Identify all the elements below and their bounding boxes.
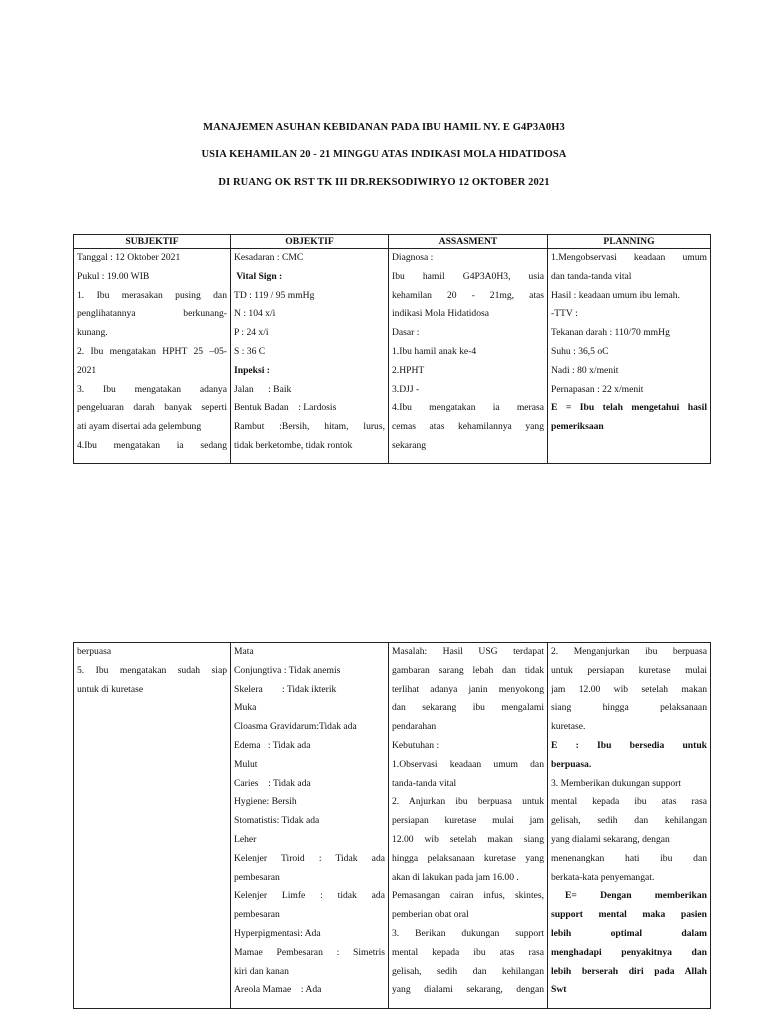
planning-line: menenangkan hati ibu dan (551, 852, 707, 864)
objektif-line: Edema : Tidak ada (234, 739, 311, 751)
objektif-line: Jalan : Baik (234, 383, 292, 395)
objektif-line: Cloasma Gravidarum:Tidak ada (234, 721, 357, 733)
objektif-line: Vital Sign : (234, 270, 283, 282)
assasment-line: 4.Ibu mengatakan ia merasa (392, 402, 544, 414)
objektif-line: pembesaran (234, 871, 280, 883)
assasment-line: 3. Berikan dukungan support (392, 927, 544, 939)
planning-evaluation-line: E= Dengan memberikan (565, 890, 707, 902)
assasment-line: 2. Anjurkan ibu berpuasa untuk (392, 796, 544, 808)
objektif-line: Stomatistis: Tidak ada (234, 815, 320, 827)
document-title-line1: MANAJEMEN ASUHAN KEBIDANAN PADA IBU HAMIL NY. E G4P3A0H3 (203, 122, 565, 133)
subjektif-line: Tanggal : 12 Oktober 2021 (77, 252, 181, 263)
subjektif-line: 2. Ibu mengatakan HPHT 25 –05- (77, 345, 227, 357)
subjektif-line: 4.Ibu mengatakan ia sedang (77, 439, 227, 450)
objektif-line: S : 36 C (234, 345, 266, 357)
planning-line: 2. Menganjurkan ibu berpuasa (551, 646, 707, 657)
planning-evaluation-line: berpuasa. (551, 758, 592, 770)
planning-line: Tekanan darah : 110/70 mmHg (551, 327, 670, 339)
objektif-line: Rambut :Bersih, hitam, lurus, (234, 421, 385, 433)
document-title-line3: DI RUANG OK RST TK III DR.REKSODIWIRYO 12 OKTOBER 2021 (218, 177, 550, 188)
assasment-line: pemberian obat oral (392, 909, 469, 921)
objektif-line: Kelenjer Tiroid : Tidak ada (234, 852, 385, 864)
objektif-line: P : 24 x/i (234, 327, 269, 339)
planning-line: kuretase. (551, 721, 586, 733)
subjektif-line: ati ayam disertai ada gelembung (77, 421, 202, 433)
assasment-line: Kebutuhan : (392, 739, 440, 751)
column-header-subjektif: SUBJEKTIF (74, 235, 231, 249)
objektif-line: Skelera : Tidak ikterik (234, 683, 337, 695)
objektif-line: Mata (234, 646, 254, 657)
table-header-row (74, 235, 711, 249)
objektif-line: Leher (234, 833, 257, 845)
assasment-line: 3.DJJ - (392, 383, 420, 395)
table-row (74, 249, 711, 464)
planning-evaluation-line: pemeriksaan (551, 421, 604, 433)
subjektif-line: berpuasa (77, 646, 112, 657)
objektif-line: Muka (234, 702, 257, 714)
planning-line: yang dialami sekarang, dengan (551, 833, 670, 845)
objektif-line: Inpeksi : (234, 364, 270, 376)
assasment-cell (389, 249, 548, 464)
planning-evaluation-line: menghadapi penyakitnya dan (551, 946, 707, 958)
subjektif-line: kunang. (77, 327, 108, 339)
table-row (74, 643, 711, 1009)
care-table-page1 (73, 234, 711, 464)
objektif-line: Kesadaran : CMC (234, 252, 304, 263)
planning-line: Suhu : 36,5 oC (551, 345, 609, 357)
assasment-line: akan di lakukan pada jam 16.00 . (392, 871, 519, 883)
objektif-cell (231, 643, 389, 1009)
objektif-line: Areola Mamae : Ada (234, 984, 322, 996)
planning-evaluation-line: Swt (551, 984, 567, 996)
assasment-line: yang dialami sekarang, dengan (392, 984, 544, 996)
assasment-line: Diagnosa : (392, 252, 434, 263)
planning-line: untuk persiapan kuretase mulai (551, 664, 707, 676)
objektif-line: tidak berketombe, tidak rontok (234, 439, 353, 451)
objektif-line: Caries : Tidak ada (234, 777, 311, 789)
objektif-line: Mulut (234, 758, 258, 770)
assasment-line: gelisah, sedih dan kehilangan (392, 965, 544, 977)
assasment-line: persiapan kuretase mulai jam (392, 815, 544, 827)
assasment-line: Dasar : (392, 327, 420, 339)
document-title-line2: USIA KEHAMILAN 20 - 21 MINGGU ATAS INDIKASI MOLA HIDATIDOSA (201, 149, 567, 160)
column-header-planning: PLANNING (548, 235, 711, 249)
column-header-assasment: ASSASMENT (389, 235, 548, 249)
assasment-line: dan sekarang ibu mengalami (392, 702, 544, 714)
assasment-line: 2.HPHT (392, 364, 425, 376)
planning-line: Nadi : 80 x/menit (551, 364, 619, 376)
assasment-line: sekarang (392, 439, 427, 451)
assasment-cell (389, 643, 548, 1009)
planning-line: 1.Mengobservasi keadaan umum (551, 252, 707, 263)
planning-evaluation-line: E = Ibu telah mengetahui hasil (551, 402, 707, 414)
objektif-line: kiri dan kanan (234, 965, 289, 977)
objektif-line: Mamae Pembesaran : Simetris (234, 946, 385, 958)
subjektif-cell (74, 249, 231, 464)
planning-cell (548, 249, 711, 464)
assasment-line: cemas atas kehamilannya yang (392, 421, 544, 433)
planning-line: dan tanda-tanda vital (551, 270, 632, 282)
assasment-line: mental kepada ibu atas rasa (392, 946, 544, 958)
care-table-page2 (73, 642, 711, 1009)
objektif-cell (231, 249, 389, 464)
planning-line: jam 12.00 wib setelah makan (551, 683, 707, 695)
assasment-line: pendarahan (392, 721, 437, 733)
subjektif-cell (74, 643, 231, 1009)
subjektif-line: 2021 (77, 364, 97, 376)
assasment-line: indikasi Mola Hidatidosa (392, 308, 489, 320)
objektif-line: Conjungtiva : Tidak anemis (234, 664, 341, 676)
column-header-objektif: OBJEKTIF (231, 235, 389, 249)
assasment-line: Masalah: Hasil USG terdapat (392, 646, 544, 657)
assasment-line: 1.Ibu hamil anak ke-4 (392, 345, 477, 357)
assasment-line: hingga pelaksanaan kuretase yang (392, 852, 544, 864)
subjektif-line: penglihatannya berkunang- (77, 308, 227, 320)
objektif-line: Bentuk Badan : Lardosis (234, 402, 337, 414)
planning-evaluation-line: lebih optimal dalam (551, 927, 707, 939)
assasment-line: kehamilan 20 - 21mg, atas (392, 289, 544, 301)
assasment-line: tanda-tanda vital (392, 777, 457, 789)
subjektif-line: 3. Ibu mengatakan adanya (77, 383, 227, 395)
subjektif-line: untuk di kuretase (77, 683, 144, 695)
planning-line: Hasil : keadaan umum ibu lemah. (551, 289, 680, 301)
objektif-line: Kelenjer Limfe : tidak ada (234, 890, 385, 902)
planning-line: 3. Memberikan dukungan support (551, 777, 682, 789)
objektif-line: Hygiene: Bersih (234, 796, 297, 808)
planning-line: -TTV : (551, 308, 578, 320)
planning-line: Pernapasan : 22 x/menit (551, 383, 644, 395)
assasment-line: Pemasangan cairan infus, skintes, (392, 890, 544, 902)
assasment-line: gambaran sarang lebah dan tidak (392, 664, 544, 676)
planning-line: mental kepada ibu atas rasa (551, 796, 707, 808)
objektif-line: N : 104 x/i (234, 308, 276, 320)
assasment-line: 12.00 wib setelah makan siang (392, 833, 544, 845)
assasment-line: terlihat adanya janin menyokong (392, 683, 544, 695)
objektif-line: Hyperpigmentasi: Ada (234, 927, 321, 939)
planning-line: berkata-kata penyemangat. (551, 871, 655, 883)
objektif-line: pembesaran (234, 909, 280, 921)
planning-line: gelisah, sedih dan kehilangan (551, 815, 707, 827)
planning-evaluation-line: E : Ibu bersedia untuk (551, 739, 707, 751)
subjektif-line: 5. Ibu mengatakan sudah siap (77, 664, 227, 676)
assasment-line: Ibu hamil G4P3A0H3, usia (392, 270, 544, 282)
assasment-line: 1.Observasi keadaan umum dan (392, 758, 544, 770)
planning-cell (548, 643, 711, 1009)
objektif-line: TD : 119 / 95 mmHg (234, 289, 315, 301)
subjektif-line: pengeluaran darah banyak seperti (77, 402, 227, 414)
planning-evaluation-line: support mental maka pasien (551, 909, 707, 921)
subjektif-line: Pukul : 19.00 WIB (77, 270, 150, 282)
planning-line: siang hingga pelaksanaan (551, 702, 707, 714)
subjektif-line: 1. Ibu merasakan pusing dan (77, 289, 227, 301)
planning-evaluation-line: lebih berserah diri pada Allah (551, 965, 707, 977)
